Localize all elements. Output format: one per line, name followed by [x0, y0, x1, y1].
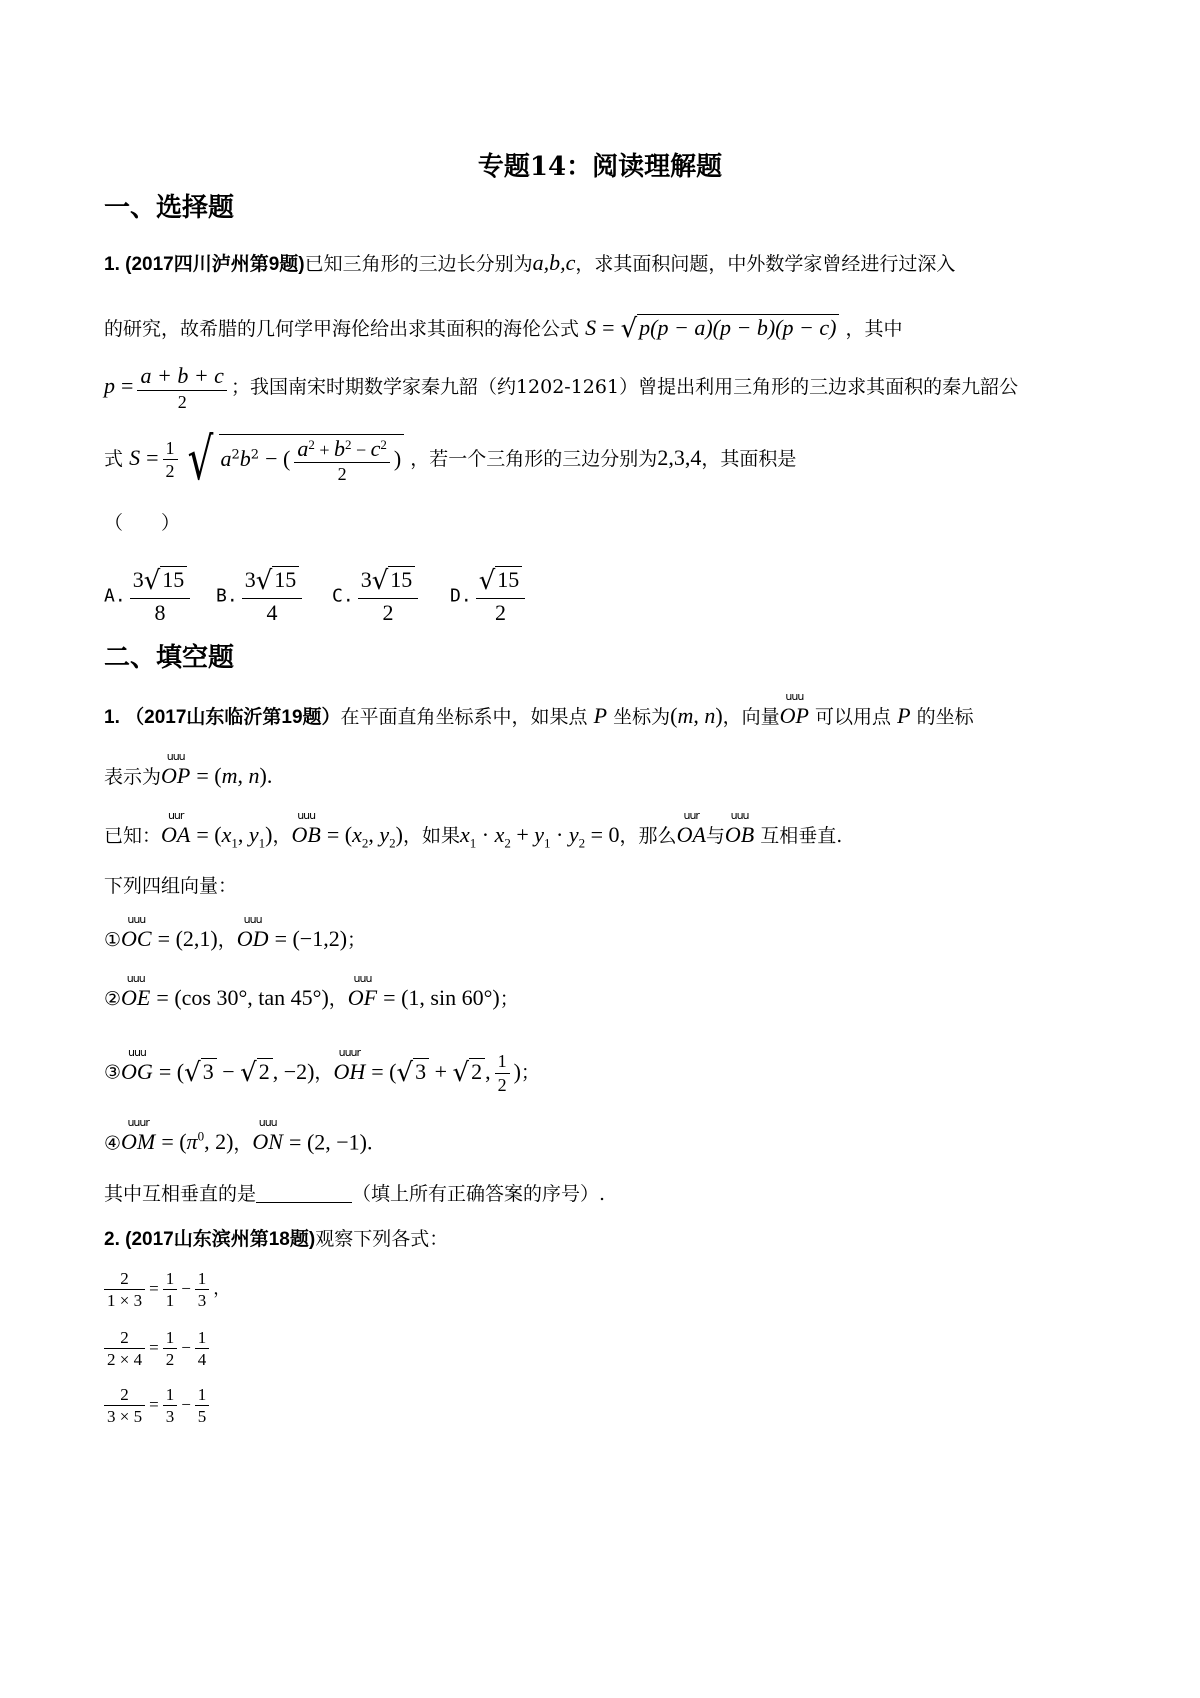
- q2-label: 1. （2017山东临沂第19题）: [104, 707, 341, 728]
- q3-line-1: 2. (2017山东滨州第18题)观察下列各式：: [104, 1228, 449, 1250]
- qin-formula: S = $\frac{1}{2}$ √ $a^2b^2$ − ( $\frac{a^2 + b^2 - c^2}{2}$ ): [129, 448, 404, 470]
- q1-line-3: p = $\frac{a + b + c}{2}$ ；我国南宋时期数学家秦九韶（约1202-1261）曾提出利用三角形的三边求其面积的秦九韶公: [104, 363, 1019, 412]
- heron-formula: S = √p(p − a)(p − b)(p − c): [585, 318, 839, 340]
- vector-group-3: ③ uuu OG = (√3 − √2 , −2)， uuur OH = (√3 + √2 , $\frac{1}{2}$ )；: [104, 1045, 540, 1095]
- option-a[interactable]: A. $\frac{3√15}{8}$: [104, 565, 194, 627]
- equation-row-2: $\frac{2}{2 \times 4}$ = $\frac{1}{2}$ − $\frac{1}{4}$: [100, 1327, 213, 1371]
- q1-line-2: 的研究，故希腊的几何学甲海伦给出求其面积的海伦公式 S = √p(p − a)(p − b)(p − c) ，其中: [104, 314, 903, 344]
- section-heading-choice: 一、选择题: [104, 193, 235, 223]
- option-b[interactable]: B. $\frac{3√15}{4}$: [216, 565, 306, 627]
- q1-line-4: 式 S = $\frac{1}{2}$ √ $a^2b^2$ − ( $\frac{a^2 + b^2 - c^2}{2}$ ) ，若一个三角形的三边分别为2,3,4，其面积是: [104, 425, 797, 493]
- q2-fill-line: 其中互相垂直的是 （填上所有正确答案的序号）.: [104, 1183, 606, 1205]
- vector-group-1: ① uuu OC = (2,1)， uuu OD = (−1,2)；: [104, 913, 367, 951]
- q1-label: 1. (2017四川泸州第9题): [104, 254, 305, 275]
- q2-line-4: 下列四组向量：: [104, 875, 238, 897]
- section-heading-fill: 二、填空题: [104, 643, 235, 673]
- q2-line-1: 1. （2017山东临沂第19题）在平面直角坐标系中，如果点 P 坐标为(m, n)，向量 uuu OP 可以用点 P 的坐标: [104, 690, 974, 728]
- q2-line-3: 已知： uur OA = ($x_1$, $y_1$)， uuu OB = ($x_2$, $y_2$)，如果$x_1 \cdot x_2 + y_1 \cdot y_2 = 0$，那么 uur OA与 uuu OB 互相垂直.: [104, 809, 843, 851]
- vector-group-4: ④ uuur OM = ($\pi^0$, 2)， uuu ON = (2, −1).: [104, 1116, 373, 1155]
- q1-sides: a,b,c: [532, 250, 576, 275]
- q2-line-2: 表示为 uuu OP = (m, n).: [104, 750, 273, 788]
- vector-group-2: ② uuu OE = (cos 30°, tan 45°)， uuu OF = (1, sin 60°)；: [104, 972, 519, 1010]
- p-definition: p = $\frac{a + b + c}{2}$: [104, 376, 231, 398]
- q1-line-1: 1. (2017四川泸州第9题)已知三角形的三边长分别为a,b,c，求其面积问题，中外数学家曾经进行过深入: [104, 250, 956, 275]
- equation-row-3: $\frac{2}{3 \times 5}$ = $\frac{1}{3}$ − $\frac{1}{5}$: [100, 1384, 213, 1428]
- given-sides: 2,3,4: [657, 445, 702, 470]
- page-title: 专题14：阅读理解题: [477, 152, 723, 182]
- option-c[interactable]: C. $\frac{3√15}{2}$: [332, 565, 422, 627]
- answer-blank[interactable]: [256, 1184, 352, 1203]
- equation-row-1: $\frac{2}{1 \times 3}$ = $\frac{1}{1}$ − $\frac{1}{3}$ ，: [100, 1268, 230, 1312]
- option-d[interactable]: D. $\frac{√15}{2}$: [450, 565, 529, 627]
- answer-parentheses: （ ）: [104, 512, 181, 534]
- q3-label: 2. (2017山东滨州第18题): [104, 1229, 316, 1250]
